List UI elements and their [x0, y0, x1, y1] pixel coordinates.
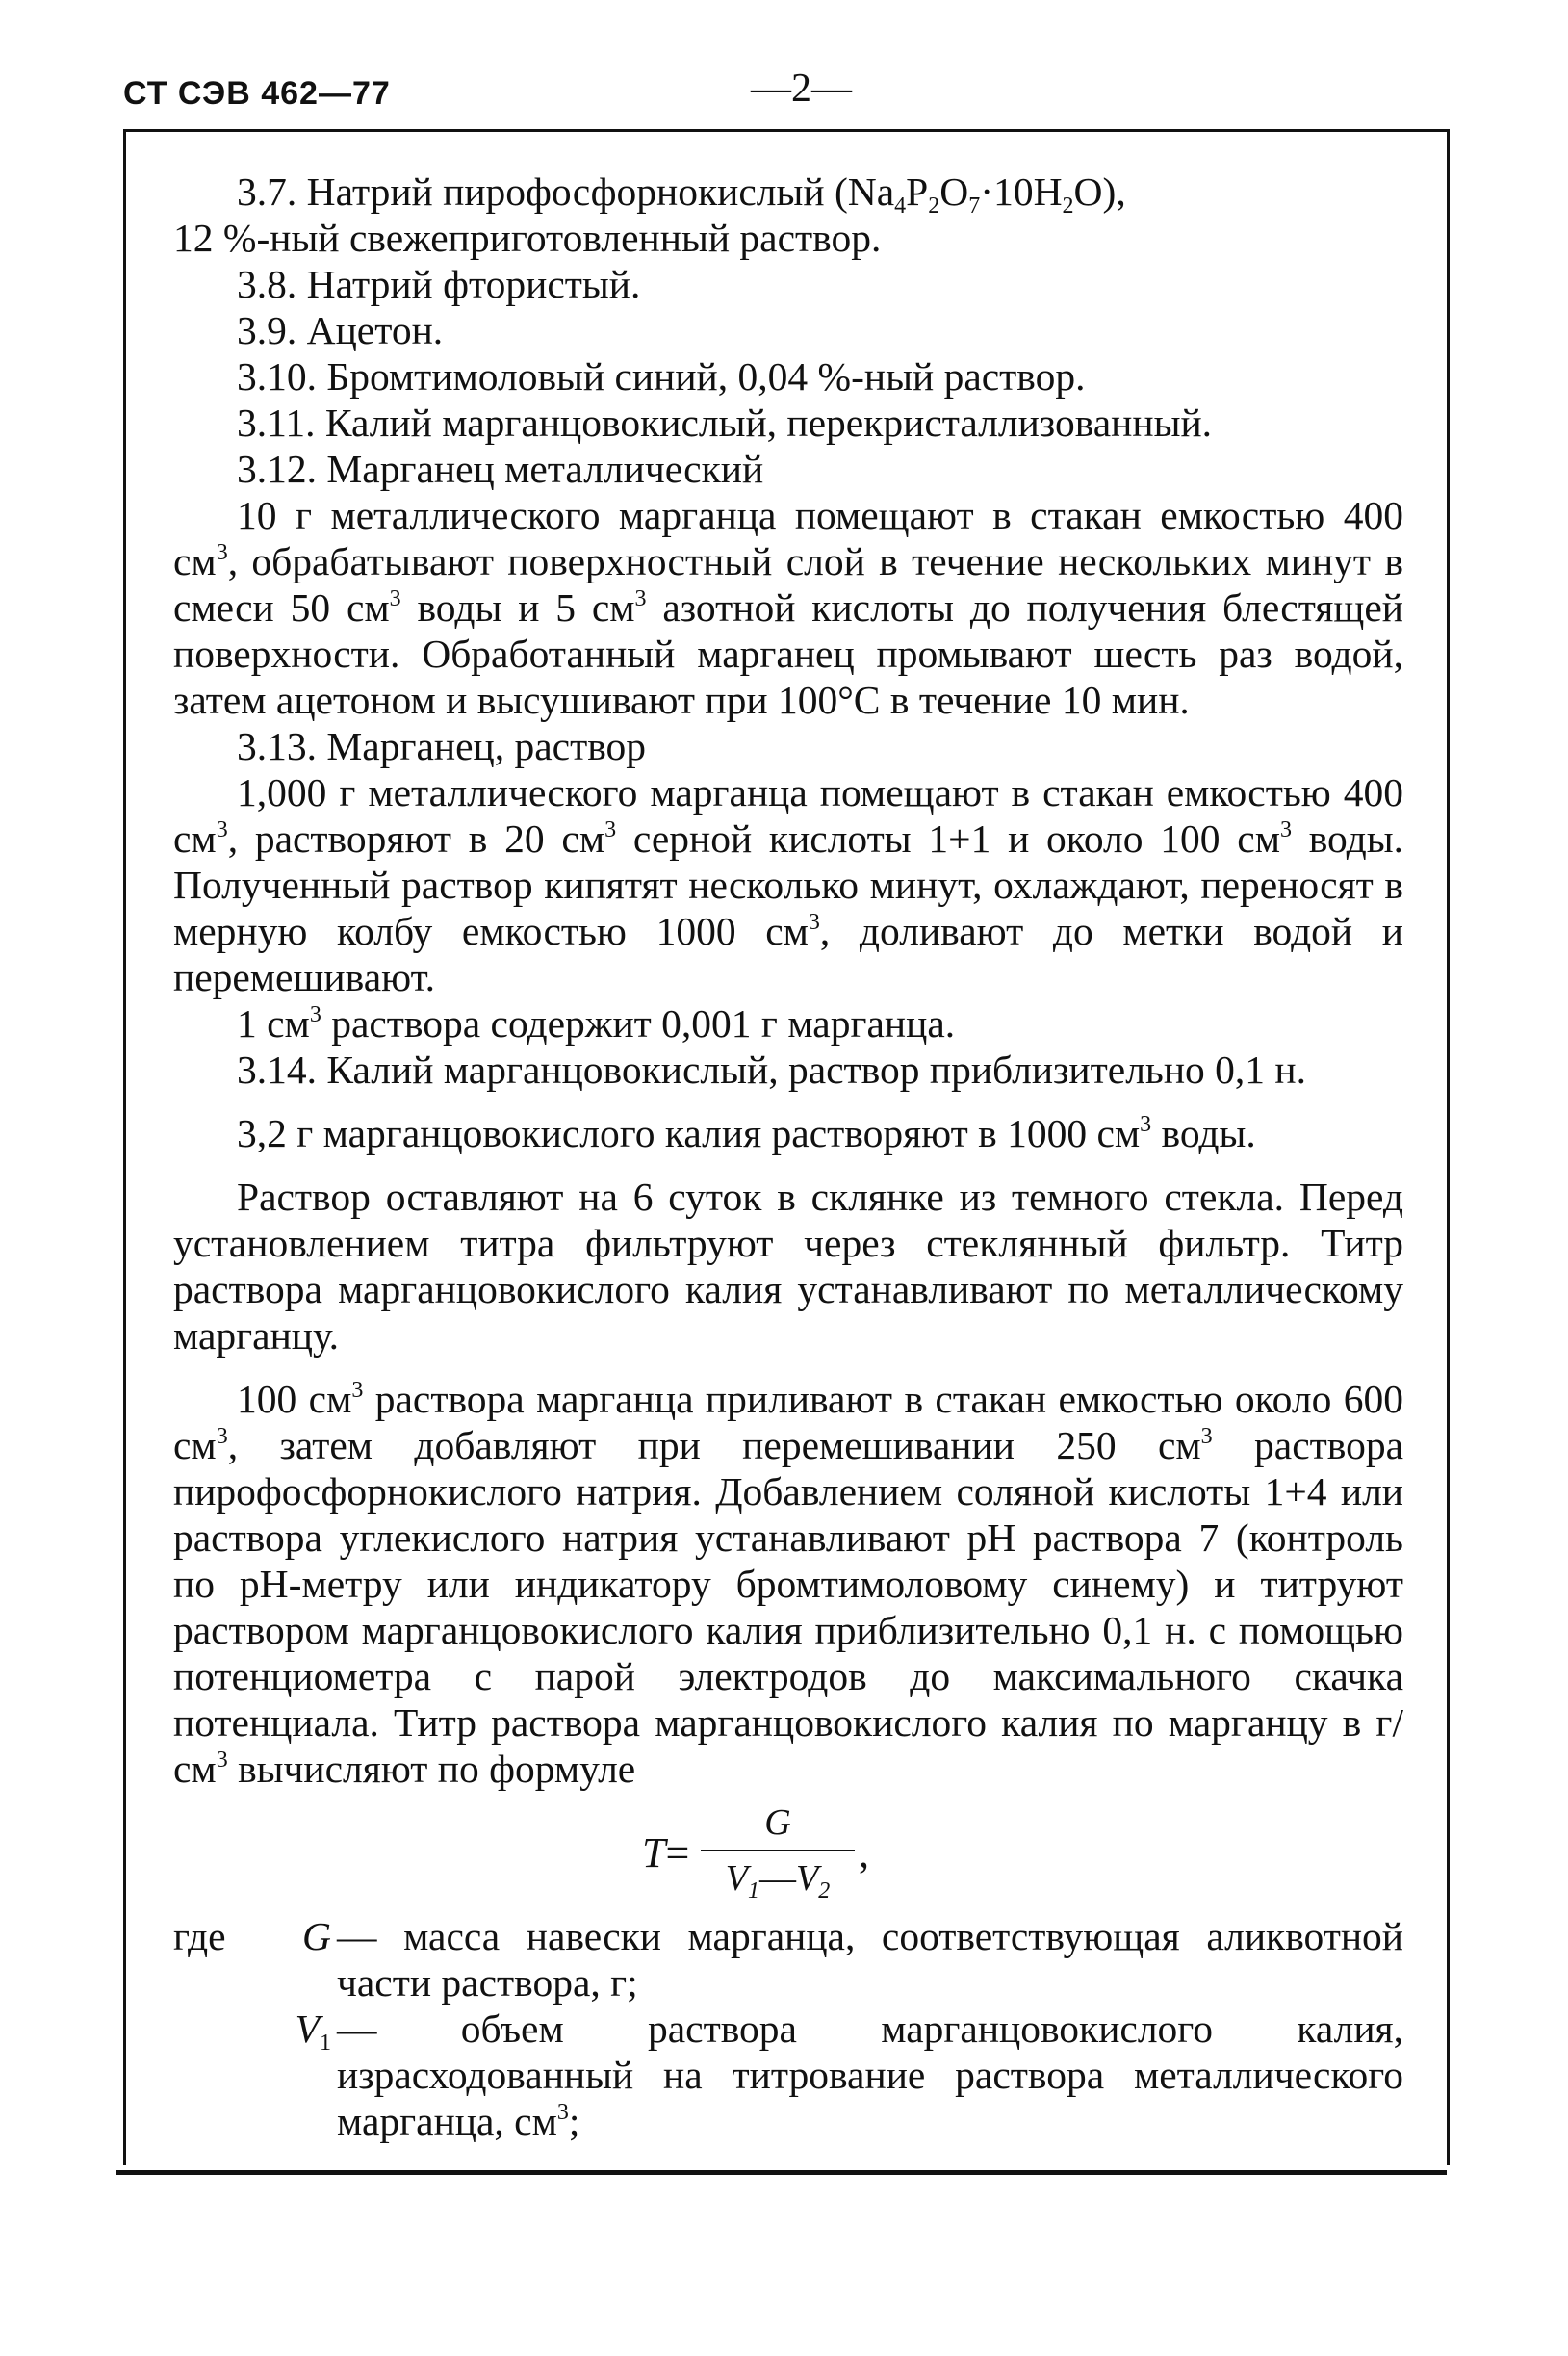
- paragraph-3-14-c: 100 $см^3$ раствора марганца приливают в стакан емкостью около 600 $см^3$, затем добавляют при перемешивании 250 $см^3$ раствора пирофосфорнокислого натрия. Добавлением соляной кислоты 1+4 или раствора углекислого натрия устанавливают рН раствора 7 (контроль по рН-метру или индикатору бромтимоловому синему) и титруют раствором марганцовокислого калия приблизительно 0,1 н. с помощью потенциометра с парой электродов до максимального скачка потенциала. Титр раствора марганцовокислого калия по марганцу в $г/см^3$ вычисляют по формуле: [173, 1377, 1403, 1791]
- item-3-13: 3.13. Марганец, раствор: [237, 724, 647, 768]
- frame-bottom-rule: [116, 2170, 1447, 2175]
- formula-comma: ,: [859, 1829, 869, 1877]
- item-3-7: 3.7. Натрий пирофосфорнокислый $(Na_4P_2O_7\cdot 10H_2O)$,: [237, 169, 1126, 219]
- where-definition: масса навески марганца, соответствующая аликвотной части раствора, г;: [337, 1914, 1404, 2005]
- formula-numerator: G: [764, 1802, 791, 1843]
- where-block: [173, 1913, 1403, 2144]
- where-definition: объем раствора марганцовокислого калия, израсходованный на титрование раствора металлического марганца, см: [337, 2006, 1403, 2143]
- standard-id: СТ СЭВ 462—77: [123, 75, 391, 112]
- item-3-12: 3.12. Марганец металлический: [237, 447, 764, 491]
- paragraph-3-13: 1,000 г металлического марганца помещают в стакан емкостью 400 $см^3$, растворяют в 20 $см^3$ серной кислоты 1+1 и около 100 $см^3$ воды. Полученный раствор кипятят несколько минут, охлаждают, переносят в мерную колбу емкостью 1000 $см^3$, доливают до метки водой и перемешивают.: [173, 770, 1403, 999]
- item-3-14: 3.14. Калий марганцовокислый, раствор приблизительно 0,1 н.: [237, 1048, 1306, 1092]
- paragraph-3-14-a: 3,2 г марганцовокислого калия растворяют в 1000 $см^3$ воды.: [237, 1111, 1256, 1155]
- where-row-v1: $V_1$ — объем раствора марганцовокислого калия, израсходованный на титрование раствора металлического марганца, $см^3$;: [173, 2006, 1403, 2144]
- where-symbol: $V_1$: [295, 2006, 331, 2056]
- formula-lhs: T: [642, 1829, 666, 1877]
- paragraph-3-12: 10 г металлического марганца помещают в стакан емкостью 400 $см^3$, обрабатывают поверхностный слой в течение нескольких минут в смеси 50 $см^3$ воды и 5 $см^3$ азотной кислоты до получения блестящей поверхности. Обработанный марганец промывают шесть раз водой, затем ацетоном и высушивают при 100°С в течение 10 мин.: [173, 493, 1403, 722]
- item-3-10: 3.10. Бромтимоловый синий, 0,04 %-ный раствор.: [237, 354, 1086, 399]
- item-3-11: 3.11. Калий марганцовокислый, перекристаллизованный.: [237, 401, 1213, 445]
- page-number: —2—: [751, 66, 852, 111]
- paragraph-3-13-content: 1 $см^3$ раствора содержит 0,001 г марганца.: [237, 1001, 956, 1046]
- item-3-9: 3.9. Ацетон.: [237, 308, 444, 352]
- formula-fraction: [701, 1801, 855, 1903]
- item-3-8: 3.8. Натрий фтористый.: [237, 262, 641, 306]
- paragraph-3-14-b: Раствор оставляют на 6 суток в склянке из темного стекла. Перед установлением титра фильтруют через стеклянный фильтр. Титр раствора марганцовокислого калия устанавливают по металлическому марганцу.: [173, 1175, 1403, 1358]
- where-symbol: G: [302, 1914, 331, 1958]
- formula-denominator: $V_1—V_2$: [725, 1858, 831, 1903]
- formula-equals: =: [665, 1829, 690, 1877]
- fraction-bar: [701, 1850, 855, 1851]
- where-row-g: где G — масса навески марганца, соответствующая аликвотной части раствора, г;: [173, 1914, 1404, 2005]
- item-3-7-cont: 12 %-ный свежеприготовленный раствор.: [173, 216, 882, 260]
- titer-formula: [173, 1801, 1403, 1913]
- page-content: [173, 168, 1403, 2144]
- where-label: где: [173, 1914, 226, 1958]
